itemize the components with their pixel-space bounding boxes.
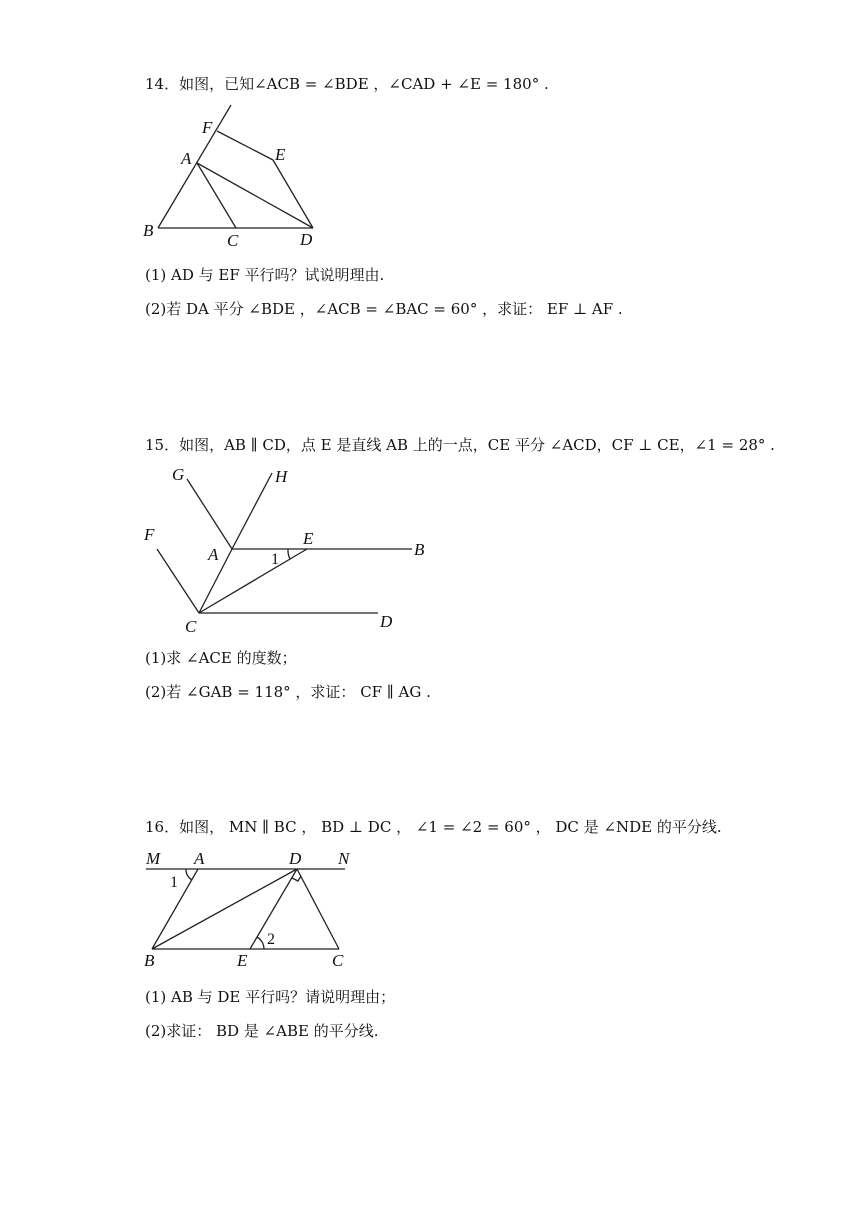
q16-angle2-arc xyxy=(257,937,264,949)
q15-label-F: F xyxy=(144,525,155,544)
q14-label-D: D xyxy=(300,230,313,249)
q16-label-N: N xyxy=(338,849,350,868)
q16-label-1: 1 xyxy=(170,874,178,891)
q14-line-BF xyxy=(158,105,231,228)
q14-label-B: B xyxy=(143,221,154,240)
q16-label-M: M xyxy=(146,849,161,868)
q16-right-angle-mark xyxy=(292,876,301,881)
q16-part1: (1) AB 与 DE 平行吗？请说明理由； xyxy=(145,988,396,1006)
q15-part2: (2)若 ∠GAB = 118° ，求证： CF ∥ AG . xyxy=(145,683,431,701)
q14-line-ED xyxy=(273,160,313,228)
q16-label-C: C xyxy=(332,951,344,970)
q15-part1: (1)求 ∠ACE 的度数； xyxy=(145,649,297,667)
q14-line-FE xyxy=(217,131,273,160)
q16-label-D: D xyxy=(289,849,302,868)
q16-label-B: B xyxy=(144,951,155,970)
q15-line-AG xyxy=(187,479,232,549)
q15-label-B: B xyxy=(414,540,425,559)
q16-figure xyxy=(140,845,370,975)
q14-label-E: E xyxy=(275,145,286,164)
q16-part2: (2)求证： BD 是 ∠ABE 的平分线. xyxy=(145,1022,379,1040)
q14-label-A: A xyxy=(181,149,192,168)
q14-part2: (2)若 DA 平分 ∠BDE ，∠ACB = ∠BAC = 60° ，求证： EF ⊥ AF . xyxy=(145,300,623,318)
q16-line-DC xyxy=(297,869,339,949)
q16-angle1-arc xyxy=(186,869,192,880)
q14-label-F: F xyxy=(202,118,213,137)
q15-line-AH xyxy=(232,473,272,549)
q15-figure xyxy=(140,460,430,640)
q15-stem: 15．如图，AB ∥ CD，点 E 是直线 AB 上的一点，CE 平分 ∠ACD，CF ⊥ CE，∠1 = 28° . xyxy=(145,436,775,454)
q15-label-E: E xyxy=(303,529,314,548)
q15-label-C: C xyxy=(185,617,197,636)
q15-label-G: G xyxy=(172,465,185,484)
q14-line-AC xyxy=(197,163,236,228)
q14-line-AD xyxy=(197,163,313,228)
q14-label-C: C xyxy=(227,231,239,250)
q15-label-D: D xyxy=(380,612,393,631)
q14-part1: (1) AD 与 EF 平行吗？试说明理由. xyxy=(145,266,385,284)
q16-label-2: 2 xyxy=(267,931,275,948)
q15-label-A: A xyxy=(208,545,219,564)
q15-label-1: 1 xyxy=(271,551,279,568)
q15-line-CF xyxy=(157,549,199,613)
q16-label-A: A xyxy=(194,849,205,868)
q16-label-E: E xyxy=(237,951,248,970)
q15-angle1-arc xyxy=(288,549,290,559)
q15-label-H: H xyxy=(275,467,288,486)
q14-figure xyxy=(140,100,340,250)
q16-stem: 16．如图， MN ∥ BC ， BD ⊥ DC ， ∠1 = ∠2 = 60° ， DC 是 ∠NDE 的平分线. xyxy=(145,818,722,836)
q14-stem: 14．如图，已知∠ACB = ∠BDE ，∠CAD + ∠E = 180° . xyxy=(145,75,549,93)
